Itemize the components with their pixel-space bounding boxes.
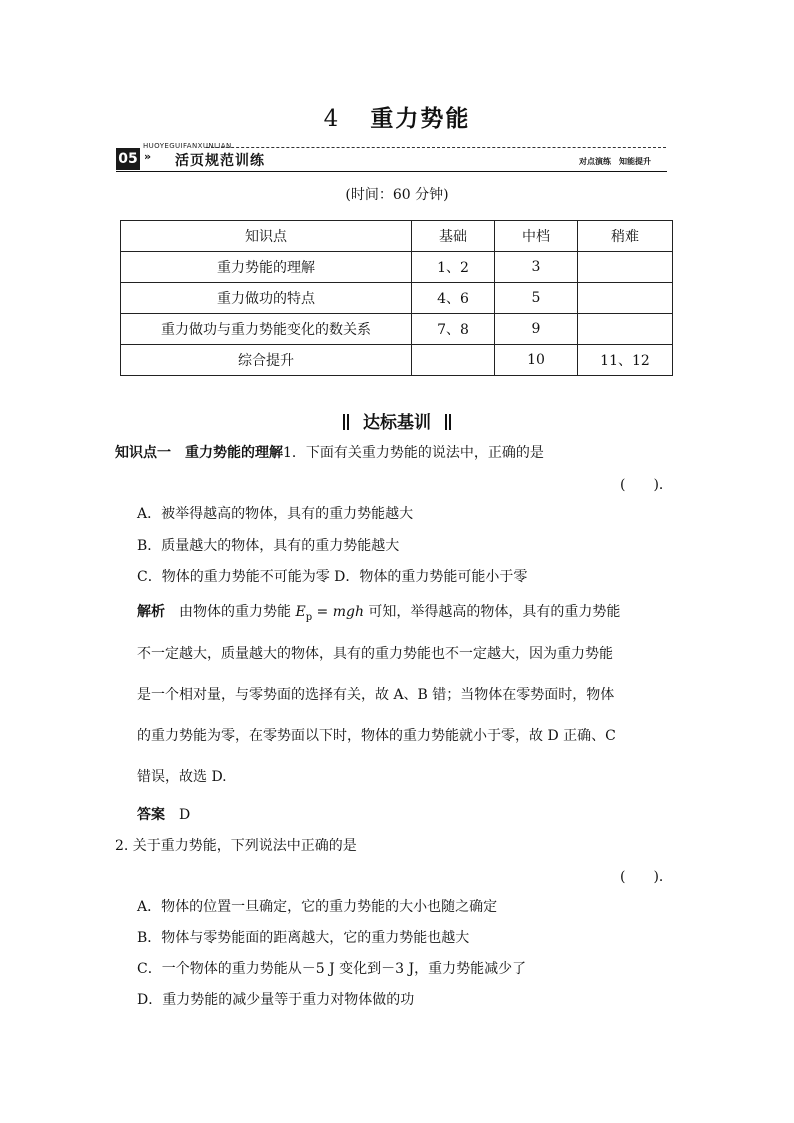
page-title (0, 100, 794, 133)
title-number: 4 (323, 106, 341, 132)
question-1-option-b: B．质量越大的物体，具有的重力势能越大 (137, 538, 400, 554)
table-cell: 5 (495, 283, 578, 314)
analysis-pre: 由物体的重力势能 (165, 604, 296, 620)
question-2-option-d: D．重力势能的减少量等于重力对物体做的功 (137, 992, 415, 1008)
table-header-cell: 中档 (495, 221, 578, 252)
table-cell: 9 (495, 314, 578, 345)
analysis-line-2: 不一定越大，质量越大的物体，具有的重力势能也不一定越大，因为重力势能 (137, 646, 613, 662)
knowledge-point-label: 知识点一 重力势能的理解 (115, 445, 283, 461)
question-1-stem-line (115, 442, 544, 462)
table-cell: 重力做功的特点 (121, 283, 412, 314)
heading-bar-icon (445, 414, 451, 430)
analysis-line-4: 的重力势能为零，在零势面以下时，物体的重力势能就小于零，故 D 正确、C (137, 728, 616, 744)
table-header-cell: 基础 (412, 221, 495, 252)
banner-arrow-icon: » (144, 150, 152, 163)
banner-rule (116, 171, 667, 172)
knowledge-point-table (120, 220, 673, 376)
table-cell: 11、12 (578, 345, 673, 376)
table-cell: 1、2 (412, 252, 495, 283)
formula-symbol: E (295, 604, 306, 620)
table-cell: 综合提升 (121, 345, 412, 376)
table-cell: 10 (495, 345, 578, 376)
table-cell (578, 283, 673, 314)
banner-number-badge: 05 (116, 148, 140, 170)
analysis-line-5: 错误，故选 D. (137, 769, 227, 785)
banner-dashed-rule (206, 147, 666, 148)
question-2-stem: 2. 关于重力势能，下列说法中正确的是 (115, 838, 357, 854)
table-header-row (121, 221, 673, 252)
answer-label: 答案 (137, 807, 165, 823)
question-2-option-a: A．物体的位置一旦确定，它的重力势能的大小也随之确定 (137, 899, 498, 915)
question-1-option-c-d: C．物体的重力势能不可能为零 D．物体的重力势能可能小于零 (137, 569, 528, 585)
table-header-cell: 知识点 (121, 221, 412, 252)
question-2-answer-blank: ( )． (620, 869, 673, 885)
table-cell: 7、8 (412, 314, 495, 345)
analysis-text: 可知，举得越高的物体，具有的重力势能 (363, 604, 621, 620)
time-note: (时间：60 分钟) (345, 187, 449, 203)
table-cell (578, 314, 673, 345)
analysis-line-1 (137, 601, 620, 623)
section-title: 达标基训 (363, 413, 431, 433)
question-2-option-c: C．一个物体的重力势能从－5 J 变化到－3 J，重力势能减少了 (137, 961, 527, 977)
formula-subscript: p (305, 611, 313, 623)
section-heading (0, 408, 794, 433)
question-1-stem: 1．下面有关重力势能的说法中，正确的是 (283, 445, 544, 461)
table-header-cell: 稍难 (578, 221, 673, 252)
table-cell: 3 (495, 252, 578, 283)
answer-value: D (165, 807, 191, 823)
question-1-option-a: A．被举得越高的物体，具有的重力势能越大 (137, 506, 414, 522)
analysis-line-3: 是一个相对量，与零势面的选择有关，故 A、B 错；当物体在零势面时，物体 (137, 687, 615, 703)
heading-bar-icon (343, 414, 349, 430)
table-row (121, 283, 673, 314)
title-text: 重力势能 (370, 105, 471, 132)
table-row (121, 314, 673, 345)
table-cell (412, 345, 495, 376)
formula-rest: = mgh (312, 604, 364, 620)
banner-name: 活页规范训练 (175, 153, 265, 169)
banner-pinyin: HUOYEGUIFANXUNLIAN (143, 142, 232, 150)
question-2-option-b: B．物体与零势能面的距离越大，它的重力势能也越大 (137, 930, 470, 946)
analysis-label: 解析 (137, 604, 165, 620)
table-row (121, 252, 673, 283)
answer-line (137, 804, 190, 824)
table-cell (578, 252, 673, 283)
table-row (121, 345, 673, 376)
table-cell: 4、6 (412, 283, 495, 314)
question-1-answer-blank: ( )． (620, 477, 673, 493)
table-cell: 重力做功与重力势能变化的数关系 (121, 314, 412, 345)
banner-tagline: 对点演练 知能提升 (579, 157, 651, 166)
table-cell: 重力势能的理解 (121, 252, 412, 283)
